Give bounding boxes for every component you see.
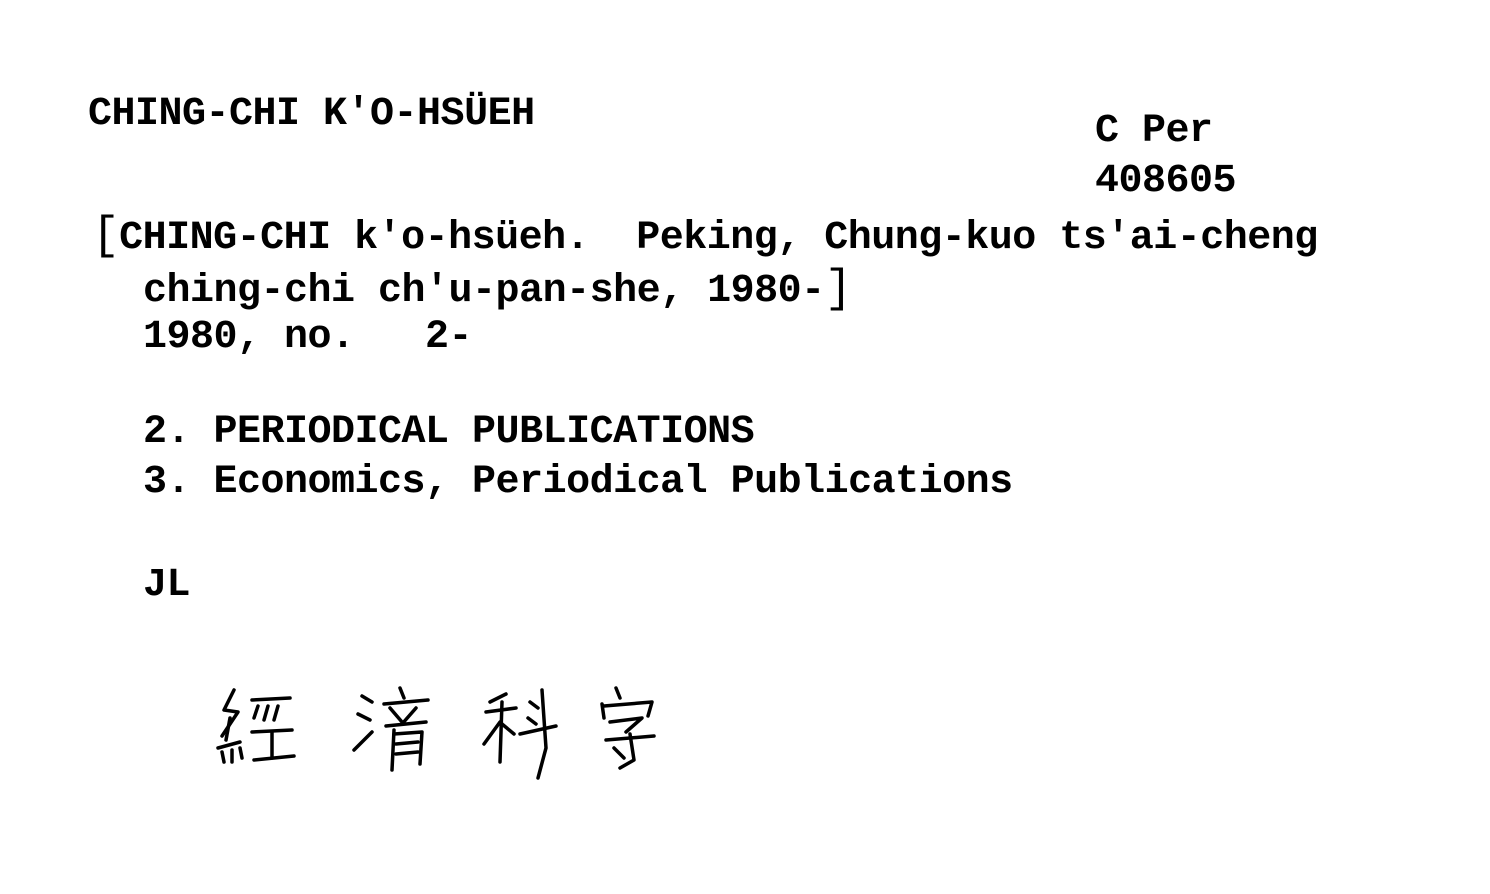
handwritten-chinese-title-drawing xyxy=(212,678,682,788)
cataloger-initials: JL xyxy=(143,563,191,608)
close-bracket: ] xyxy=(824,263,852,315)
holdings-line: 1980, no. 2- xyxy=(143,315,473,360)
handwritten-chinese-title xyxy=(212,598,682,708)
open-bracket: [ xyxy=(92,210,120,262)
imprint-line-2 xyxy=(143,263,852,315)
call-number-line-2: 408605 xyxy=(1095,159,1237,204)
card-heading: CHING-CHI K'O-HSÜEH xyxy=(88,92,535,137)
subject-heading-3: 3. Economics, Periodical Publications xyxy=(143,460,1013,505)
call-number-line-1: C Per xyxy=(1095,109,1213,154)
hanzi-char-4 xyxy=(602,688,654,768)
imprint-line-1 xyxy=(92,210,1318,262)
hanzi-char-3 xyxy=(484,690,556,778)
hanzi-char-2 xyxy=(354,688,428,770)
subject-heading-2: 2. PERIODICAL PUBLICATIONS xyxy=(143,410,755,455)
imprint-text-2: ching-chi ch'u-pan-she, 1980- xyxy=(143,269,825,314)
hanzi-char-1 xyxy=(218,690,294,762)
imprint-text-1: CHING-CHI k'o-hsüeh. Peking, Chung-kuo ts'ai-cheng xyxy=(119,216,1318,261)
